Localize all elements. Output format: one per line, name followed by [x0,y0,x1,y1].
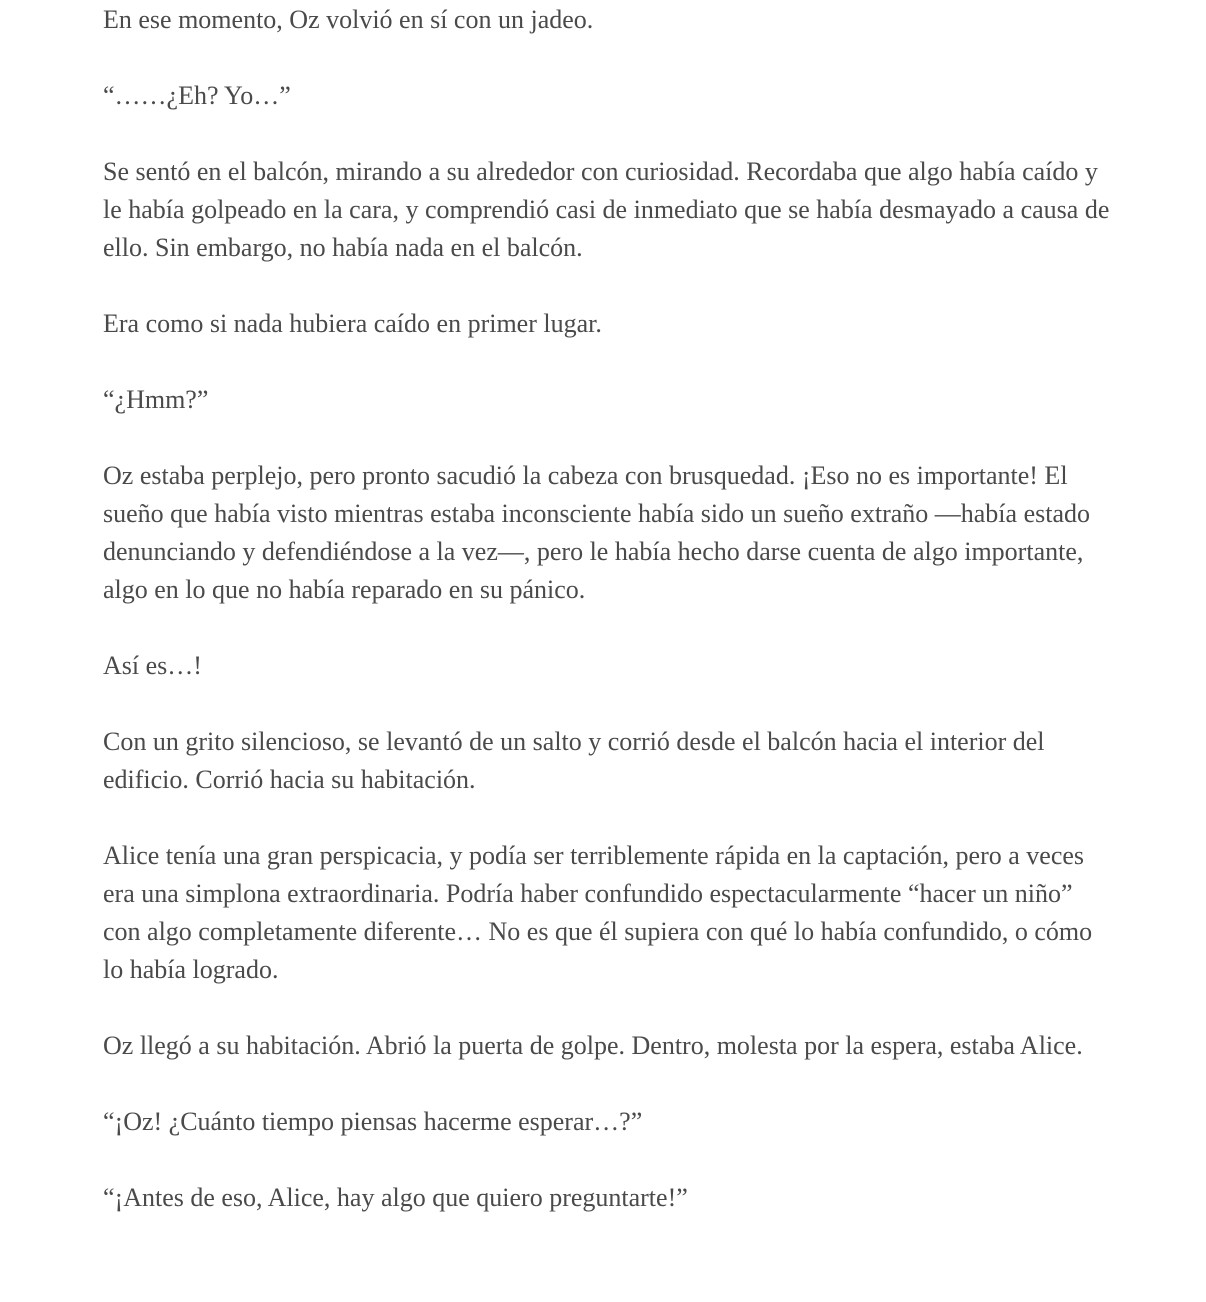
paragraph: Con un grito silencioso, se levantó de un salto y corrió desde el balcón hacia el interior del edificio. Corrió hacia su habitación. [103,727,1045,794]
paragraph: Era como si nada hubiera caído en primer lugar. [103,309,602,338]
paragraph: En ese momento, Oz volvió en sí con un jadeo. [103,5,594,34]
paragraph: Alice tenía una gran perspicacia, y podía ser terriblemente rápida en la captación, pero a veces era una simplona extraordinaria. Podría haber confundido espectacularmente “hacer un niño” con algo completamente diferente… No es que él supiera con qué lo había confundido, o cómo lo había logrado. [103,841,1093,984]
paragraph: “……¿Eh? Yo…” [103,81,291,110]
paragraph: Oz estaba perplejo, pero pronto sacudió la cabeza con brusquedad. ¡Eso no es importante! El sueño que había visto mientras estaba inconsciente había sido un sueño extraño —había estado denunciando y defendiéndose a la vez—, pero le había hecho darse cuenta de algo importante, algo en lo que no había reparado en su pánico. [103,461,1090,604]
paragraph: Así es…! [103,651,202,680]
paragraph: “¿Hmm?” [103,385,209,414]
paragraph: “¡Antes de eso, Alice, hay algo que quiero preguntarte!” [103,1183,688,1212]
article-body [103,0,1113,1217]
paragraph: “¡Oz! ¿Cuánto tiempo piensas hacerme esperar…?” [103,1107,643,1136]
paragraph: Se sentó en el balcón, mirando a su alrededor con curiosidad. Recordaba que algo había caído y le había golpeado en la cara, y comprendió casi de inmediato que se había desmayado a causa de ello. Sin embargo, no había nada en el balcón. [103,157,1110,262]
paragraph: Oz llegó a su habitación. Abrió la puerta de golpe. Dentro, molesta por la espera, estaba Alice. [103,1031,1083,1060]
